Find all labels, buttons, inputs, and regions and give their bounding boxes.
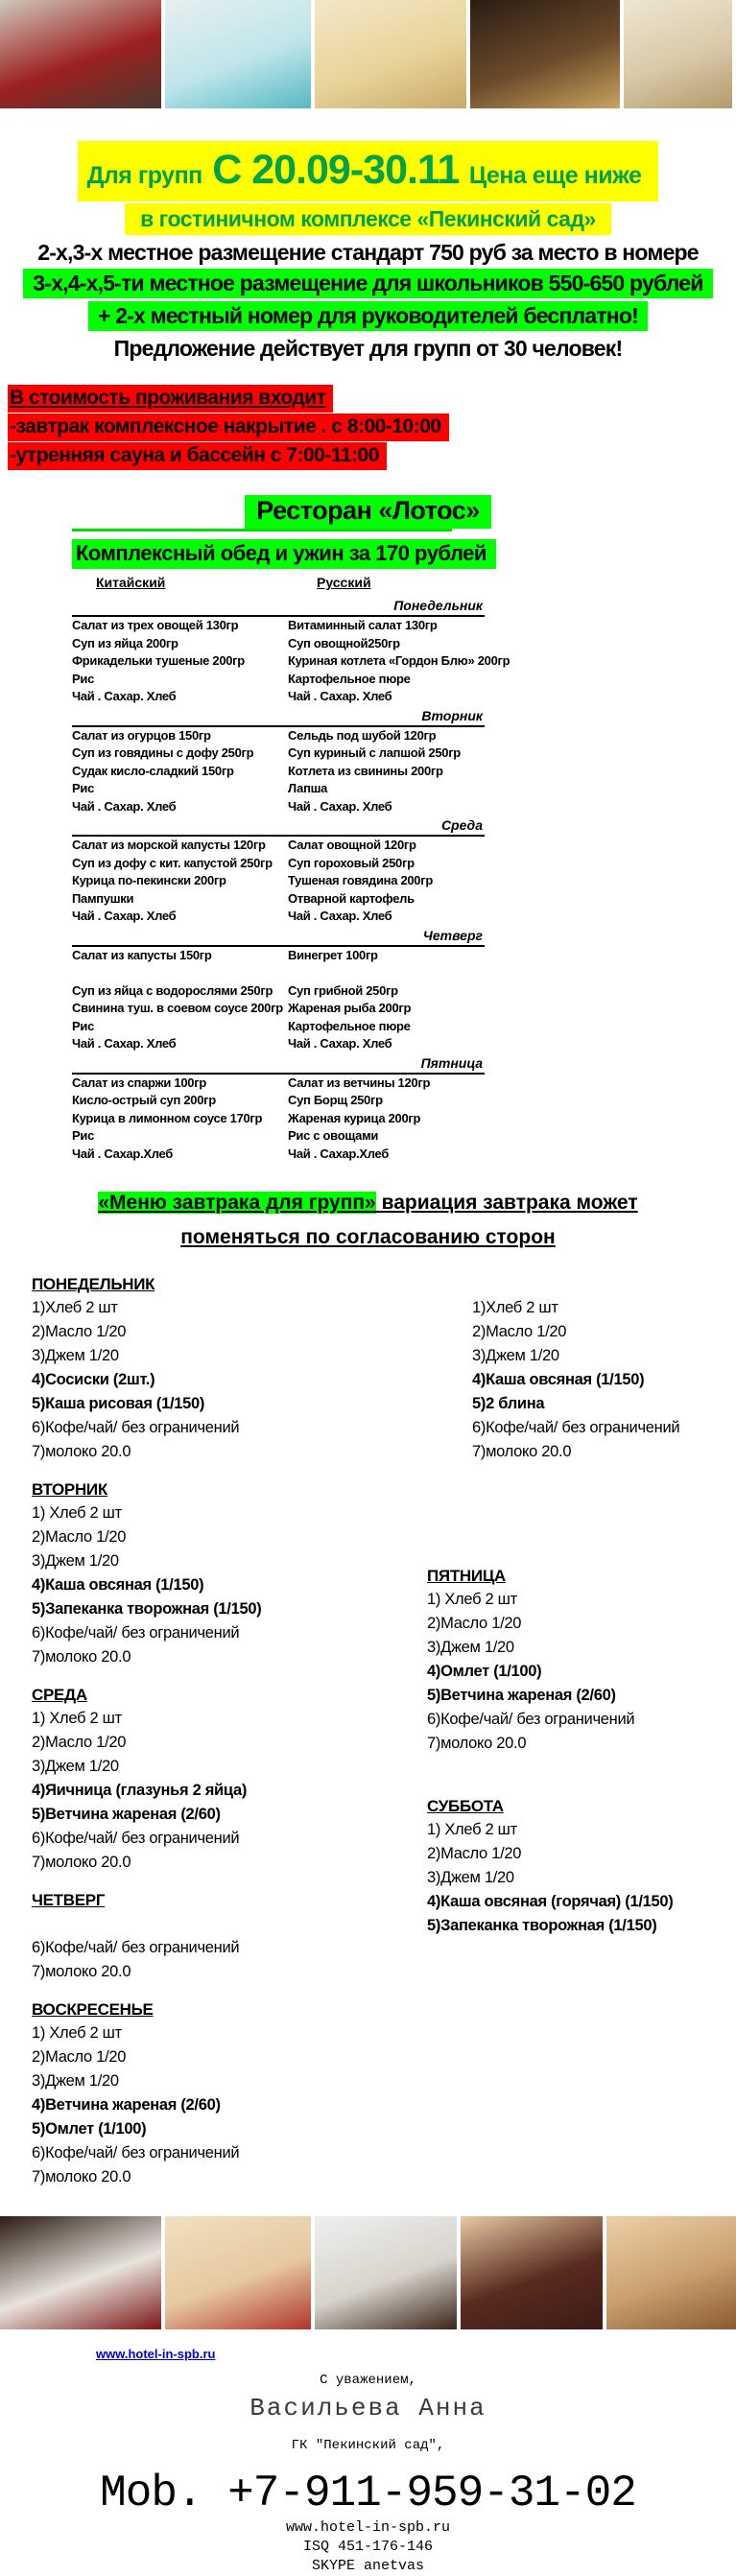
lunch-day-label: Среда bbox=[72, 815, 485, 837]
lunch-menu-row bbox=[72, 982, 485, 1001]
promo-standard-price: 2-х,3-х местное размещение стандарт 750 руб за место в номере bbox=[37, 240, 699, 265]
breakfast-item: 2)Масло 1/20 bbox=[32, 1528, 127, 1546]
lunch-menu-cell: Пампушки bbox=[72, 890, 134, 906]
signature-regards: С уважением, bbox=[320, 2373, 416, 2388]
breakfast-item: 2)Масло 1/20 bbox=[32, 1323, 127, 1340]
breakfast-item: 5)Запеканка творожная (1/150) bbox=[427, 1917, 657, 1934]
photo-dining-room bbox=[606, 2216, 736, 2329]
lunch-menu-cell: Винегрет 100гр bbox=[288, 947, 378, 962]
breakfast-item: 3)Джем 1/20 bbox=[32, 1347, 119, 1364]
signature-site: www.hotel-in-spb.ru bbox=[285, 2519, 451, 2536]
lunch-menu-row bbox=[72, 798, 485, 816]
breakfast-item: 3)Джем 1/20 bbox=[427, 1869, 514, 1886]
breakfast-item: 1) Хлеб 2 шт bbox=[32, 1504, 122, 1522]
lunch-menu-row bbox=[72, 1035, 485, 1053]
lunch-menu-table bbox=[72, 596, 510, 1163]
photo-pool bbox=[165, 0, 311, 108]
breakfast-day-block bbox=[427, 1794, 727, 1938]
lunch-menu-row bbox=[72, 1075, 485, 1093]
lunch-menu-cell: Суп гороховый 250гр bbox=[288, 855, 415, 870]
photo-amenities-basket bbox=[624, 0, 732, 108]
lunch-menu-cell: Отварной картофель bbox=[288, 890, 415, 906]
price-includes-block bbox=[8, 385, 736, 470]
lunch-menu-cell: Салат из трех овощей 130гр bbox=[72, 618, 239, 632]
top-photo-strip bbox=[0, 0, 736, 108]
breakfast-item: 3)Джем 1/20 bbox=[427, 1639, 514, 1656]
breakfast-item: 2)Масло 1/20 bbox=[32, 1734, 127, 1751]
lunch-menu-cell: Кисло-острый суп 200гр bbox=[72, 1093, 216, 1107]
lunch-menu-cell: Чай . Сахар.Хлеб bbox=[72, 1146, 174, 1161]
hotel-website-link[interactable]: www.hotel-in-spb.ru bbox=[96, 2347, 216, 2361]
lunch-menu-cell: Чай . Сахар. Хлеб bbox=[72, 1036, 177, 1051]
lunch-menu-cell: Тушеная говядина 200гр bbox=[288, 873, 433, 887]
breakfast-item: 4)Каша овсяная (горячая) (1/150) bbox=[427, 1893, 674, 1910]
lunch-column-headers bbox=[0, 575, 736, 594]
lunch-menu-row bbox=[72, 837, 485, 855]
lunch-menu-cell: Котлета из свинины 200гр bbox=[288, 763, 443, 778]
lunch-menu-cell: Салат овощной 120гр bbox=[288, 838, 416, 852]
breakfast-item: 4)Сосиски (2шт.) bbox=[32, 1371, 155, 1388]
lunch-menu-row bbox=[72, 855, 485, 873]
breakfast-day-block bbox=[427, 1564, 727, 1756]
breakfast-item: 6)Кофе/чай/ без ограничений bbox=[472, 1419, 680, 1436]
breakfast-item bbox=[32, 1912, 420, 1936]
breakfast-item: 2)Масло 1/20 bbox=[427, 1845, 522, 1862]
breakfast-item: 1) Хлеб 2 шт bbox=[32, 2024, 122, 2042]
lunch-menu-row bbox=[72, 1146, 485, 1164]
breakfast-item: 4)Яичница (глазунья 2 яйца) bbox=[32, 1782, 248, 1799]
promo-free-room: + 2-х местный номер для руководителей бесплатно! bbox=[0, 301, 736, 331]
lunch-menu-row bbox=[72, 1110, 485, 1128]
lunch-menu-row bbox=[72, 1000, 485, 1018]
lunch-menu-cell: Чай . Сахар. Хлеб bbox=[288, 1036, 392, 1051]
breakfast-item: 7)молоко 20.0 bbox=[32, 1648, 131, 1666]
breakfast-day-block bbox=[32, 1477, 420, 1669]
breakfast-item: 7)молоко 20.0 bbox=[427, 1735, 527, 1752]
promo-school-price: 3-х,4-х,5-ти местное размещение для школьников 550-650 рублей bbox=[0, 269, 736, 298]
breakfast-item: 1)Хлеб 2 шт bbox=[32, 1299, 118, 1316]
breakfast-item: 3)Джем 1/20 bbox=[32, 1552, 119, 1570]
signature-skype: SKYPE anetvas bbox=[311, 2558, 425, 2574]
lunch-menu-cell: Салат из огурцов 150гр bbox=[72, 727, 211, 743]
breakfast-item: 2)Масло 1/20 bbox=[427, 1615, 522, 1632]
lunch-menu-cell bbox=[72, 964, 288, 982]
lunch-menu-cell: Чай . Сахар. Хлеб bbox=[72, 798, 177, 814]
breakfast-item: 5)Омлет (1/100) bbox=[32, 2120, 147, 2138]
bottom-photo-strip bbox=[0, 2216, 736, 2329]
lunch-menu-cell: Чай . Сахар.Хлеб bbox=[288, 1146, 390, 1161]
lunch-menu-row bbox=[72, 688, 485, 706]
signature-company: ГК "Пекинский сад", bbox=[291, 2438, 445, 2453]
lunch-menu-row bbox=[72, 964, 485, 982]
signature-phone: Mob. +7-911-959-31-02 bbox=[100, 2469, 636, 2518]
lunch-menu-cell: Суп Борщ 250гр bbox=[288, 1093, 383, 1107]
breakfast-item: 1)Хлеб 2 шт bbox=[472, 1299, 558, 1316]
price-includes-sauna: -утренняя сауна и бассейн с 7:00-11:00 bbox=[8, 442, 736, 470]
lunch-day-label: Понедельник bbox=[72, 596, 485, 617]
breakfast-day-label: ПЯТНИЦА bbox=[427, 1567, 506, 1585]
promo-price-lower: Цена еще ниже bbox=[468, 162, 642, 189]
lunch-menu-cell: Суп овощной250гр bbox=[288, 635, 400, 650]
lunch-menu-cell: Чай . Сахар. Хлеб bbox=[288, 909, 392, 923]
lunch-menu-cell: Суп из дофу с кит. капустой 250гр bbox=[72, 855, 273, 870]
breakfast-day-label: СУББОТА bbox=[427, 1797, 504, 1815]
breakfast-item: 4)Ветчина жареная (2/60) bbox=[32, 2096, 221, 2114]
lunch-menu-cell: Чай . Сахар. Хлеб bbox=[72, 909, 177, 923]
lunch-menu-cell: Рис bbox=[72, 1128, 94, 1143]
breakfast-heading-highlight: «Меню завтрака для групп» bbox=[98, 1192, 376, 1214]
breakfast-day-label: ВОСКРЕСЕНЬЕ bbox=[32, 2000, 154, 2019]
breakfast-item: 2)Масло 1/20 bbox=[472, 1323, 567, 1340]
lunch-menu-cell: Чай . Сахар. Хлеб bbox=[288, 689, 392, 703]
breakfast-item: 1) Хлеб 2 шт bbox=[427, 1821, 517, 1838]
breakfast-heading bbox=[0, 1186, 736, 1255]
breakfast-day-block bbox=[32, 1272, 420, 1464]
lunch-menu-cell: Витаминный салат 130гр bbox=[288, 618, 438, 632]
lunch-menu-row bbox=[72, 727, 485, 745]
breakfast-item: 7)молоко 20.0 bbox=[472, 1443, 572, 1460]
breakfast-item: 6)Кофе/чай/ без ограничений bbox=[32, 1830, 240, 1847]
lunch-day-label: Вторник bbox=[72, 706, 485, 727]
lunch-menu-cell: Курица в лимонном соусе 170гр bbox=[72, 1110, 263, 1125]
breakfast-day-label: ЧЕТВЕРГ bbox=[32, 1891, 106, 1909]
lunch-subtitle: Комплексный обед и ужин за 170 рублей bbox=[72, 539, 736, 569]
breakfast-item: 2)Масло 1/20 bbox=[32, 2048, 127, 2066]
breakfast-item: 1) Хлеб 2 шт bbox=[32, 1710, 122, 1727]
lunch-menu-cell: Куриная котлета «Гордон Блю» 200гр bbox=[288, 653, 510, 668]
promo-block bbox=[0, 141, 736, 362]
lunch-menu-cell: Жареная рыба 200гр bbox=[288, 1001, 412, 1015]
breakfast-item: 3)Джем 1/20 bbox=[32, 1758, 119, 1775]
breakfast-item: 6)Кофе/чай/ без ограничений bbox=[32, 1939, 240, 1956]
breakfast-day-label: ПОНЕДЕЛЬНИК bbox=[32, 1275, 155, 1293]
lunch-menu-cell: Рис bbox=[72, 671, 94, 686]
breakfast-item: 5)Каша рисовая (1/150) bbox=[32, 1395, 205, 1412]
breakfast-heading-line2: поменяться по согласованию сторон bbox=[180, 1226, 556, 1248]
lunch-menu-cell: Салат из морской капусты 120гр bbox=[72, 838, 266, 852]
breakfast-day-block bbox=[472, 1296, 727, 1464]
price-includes-title: В стоимость проживания входит bbox=[8, 385, 736, 413]
breakfast-item: 7)молоко 20.0 bbox=[32, 1963, 131, 1980]
lunch-menu-cell: Свинина туш. в соевом соусе 200гр bbox=[72, 1001, 283, 1015]
breakfast-day-block bbox=[32, 1997, 420, 2189]
lunch-day-label: Пятница bbox=[72, 1053, 485, 1075]
photo-banquet-table bbox=[0, 2216, 161, 2329]
lunch-menu-cell: Суп из яйца 200гр bbox=[72, 635, 178, 650]
lunch-menu-cell: Салат из спаржи 100гр bbox=[72, 1075, 206, 1090]
lunch-menu-cell: Салат из ветчины 120гр bbox=[288, 1075, 431, 1090]
lunch-menu-cell: Суп куриный с лапшой 250гр bbox=[288, 745, 461, 760]
photo-lobby bbox=[0, 0, 161, 108]
breakfast-item: 7)молоко 20.0 bbox=[32, 1443, 131, 1460]
breakfast-menu bbox=[32, 1272, 736, 2203]
breakfast-item: 3)Джем 1/20 bbox=[32, 2072, 119, 2090]
signature-isq: ISQ 451-176-146 bbox=[302, 2539, 434, 2555]
lunch-menu-row bbox=[72, 890, 485, 909]
lunch-menu-cell: Фрикадельки тушеные 200гр bbox=[72, 653, 245, 668]
lunch-menu-row bbox=[72, 872, 485, 890]
lunch-menu-cell: Рис с овощами bbox=[288, 1128, 379, 1143]
price-includes-breakfast: -завтрак комплексное накрытие . с 8:00-10:00 bbox=[8, 414, 736, 441]
lunch-menu-cell: Чай . Сахар. Хлеб bbox=[72, 689, 177, 703]
lunch-menu-row bbox=[72, 1092, 485, 1110]
breakfast-heading-rest: вариация завтрака может bbox=[375, 1192, 638, 1214]
lunch-menu-row bbox=[72, 908, 485, 926]
lunch-menu-row bbox=[72, 617, 485, 635]
breakfast-item: 5)2 блина bbox=[472, 1395, 545, 1412]
lunch-menu-cell: Сельдь под шубой 120гр bbox=[288, 727, 437, 743]
breakfast-item: 3)Джем 1/20 bbox=[472, 1347, 559, 1364]
signature-name: Васильева Анна bbox=[249, 2394, 487, 2422]
breakfast-day-label: СРЕДА bbox=[32, 1686, 87, 1704]
lunch-menu-row bbox=[72, 763, 485, 781]
lunch-menu-cell: Картофельное пюре bbox=[288, 1018, 411, 1033]
breakfast-item: 6)Кофе/чай/ без ограничений bbox=[32, 2144, 240, 2162]
breakfast-item: 4)Омлет (1/100) bbox=[427, 1663, 542, 1680]
restaurant-title-underline bbox=[72, 529, 452, 532]
lunch-menu-row bbox=[72, 744, 485, 763]
breakfast-item: 6)Кофе/чай/ без ограничений bbox=[32, 1624, 240, 1642]
breakfast-day-block bbox=[32, 1888, 420, 1984]
lunch-menu-row bbox=[72, 1127, 485, 1146]
photo-bedroom bbox=[315, 0, 466, 108]
breakfast-item: 7)молоко 20.0 bbox=[32, 2168, 131, 2186]
lunch-menu-cell: Жареная курица 200гр bbox=[288, 1110, 421, 1125]
breakfast-item: 5)Запеканка творожная (1/150) bbox=[32, 1600, 262, 1618]
lunch-menu-cell: Судак кисло-сладкий 150гр bbox=[72, 763, 234, 778]
lunch-menu-row bbox=[72, 1018, 485, 1036]
lunch-day-label: Четверг bbox=[72, 926, 485, 947]
breakfast-day-label: ВТОРНИК bbox=[32, 1480, 107, 1499]
promo-dates: С 20.09-30.11 bbox=[212, 147, 460, 193]
lunch-menu-cell bbox=[288, 964, 485, 982]
breakfast-left-column bbox=[32, 1272, 420, 2203]
breakfast-item: 4)Каша овсяная (1/150) bbox=[32, 1576, 204, 1594]
lunch-menu-cell: Суп из яйца с водорослями 250гр bbox=[72, 982, 273, 998]
breakfast-item: 4)Каша овсяная (1/150) bbox=[472, 1371, 645, 1388]
promo-min-group: Предложение действует для групп от 30 человек! bbox=[113, 336, 623, 361]
breakfast-item: 5)Ветчина жареная (2/60) bbox=[427, 1687, 616, 1704]
photo-guest-room bbox=[165, 2216, 311, 2329]
breakfast-item: 1) Хлеб 2 шт bbox=[427, 1591, 517, 1608]
lunch-menu-cell: Суп из говядины с дофу 250гр bbox=[72, 745, 254, 760]
lunch-menu-cell: Лапша bbox=[288, 781, 328, 795]
promo-headline-highlight bbox=[78, 141, 659, 201]
breakfast-item: 5)Ветчина жареная (2/60) bbox=[32, 1806, 221, 1823]
lunch-menu-cell: Курица по-пекински 200гр bbox=[72, 873, 226, 887]
signature-block bbox=[0, 2373, 736, 2576]
lunch-menu-cell: Рис bbox=[72, 1018, 94, 1033]
promo-headline bbox=[0, 141, 736, 201]
promo-hotel-name-line: в гостиничном комплексе «Пекинский сад» bbox=[0, 203, 736, 235]
breakfast-item: 6)Кофе/чай/ без ограничений bbox=[427, 1711, 635, 1728]
lunch-menu-cell: Чай . Сахар. Хлеб bbox=[288, 798, 392, 814]
photo-bathroom bbox=[315, 2216, 457, 2329]
lunch-menu-cell: Салат из капусты 150гр bbox=[72, 947, 212, 962]
lunch-col-russian: Русский bbox=[317, 575, 371, 590]
lunch-menu-row bbox=[72, 780, 485, 798]
lunch-menu-row bbox=[72, 671, 485, 689]
lunch-menu-row bbox=[72, 947, 485, 965]
promo-for-groups: Для групп bbox=[86, 162, 202, 189]
lunch-col-chinese: Китайский bbox=[96, 575, 166, 590]
lunch-menu-row bbox=[72, 635, 485, 653]
lunch-menu-cell: Рис bbox=[72, 781, 94, 795]
photo-sauna bbox=[470, 0, 620, 108]
breakfast-day-block bbox=[32, 1683, 420, 1875]
breakfast-right-column bbox=[420, 1272, 727, 2203]
breakfast-item: 7)молоко 20.0 bbox=[32, 1854, 131, 1871]
restaurant-title: Ресторан «Лотос» bbox=[0, 495, 736, 529]
lunch-menu-row bbox=[72, 652, 510, 671]
breakfast-item: 6)Кофе/чай/ без ограничений bbox=[32, 1419, 240, 1436]
lunch-menu-cell: Картофельное пюре bbox=[288, 671, 411, 686]
lunch-menu-cell: Суп грибной 250гр bbox=[288, 982, 398, 998]
photo-lounge bbox=[461, 2216, 603, 2329]
